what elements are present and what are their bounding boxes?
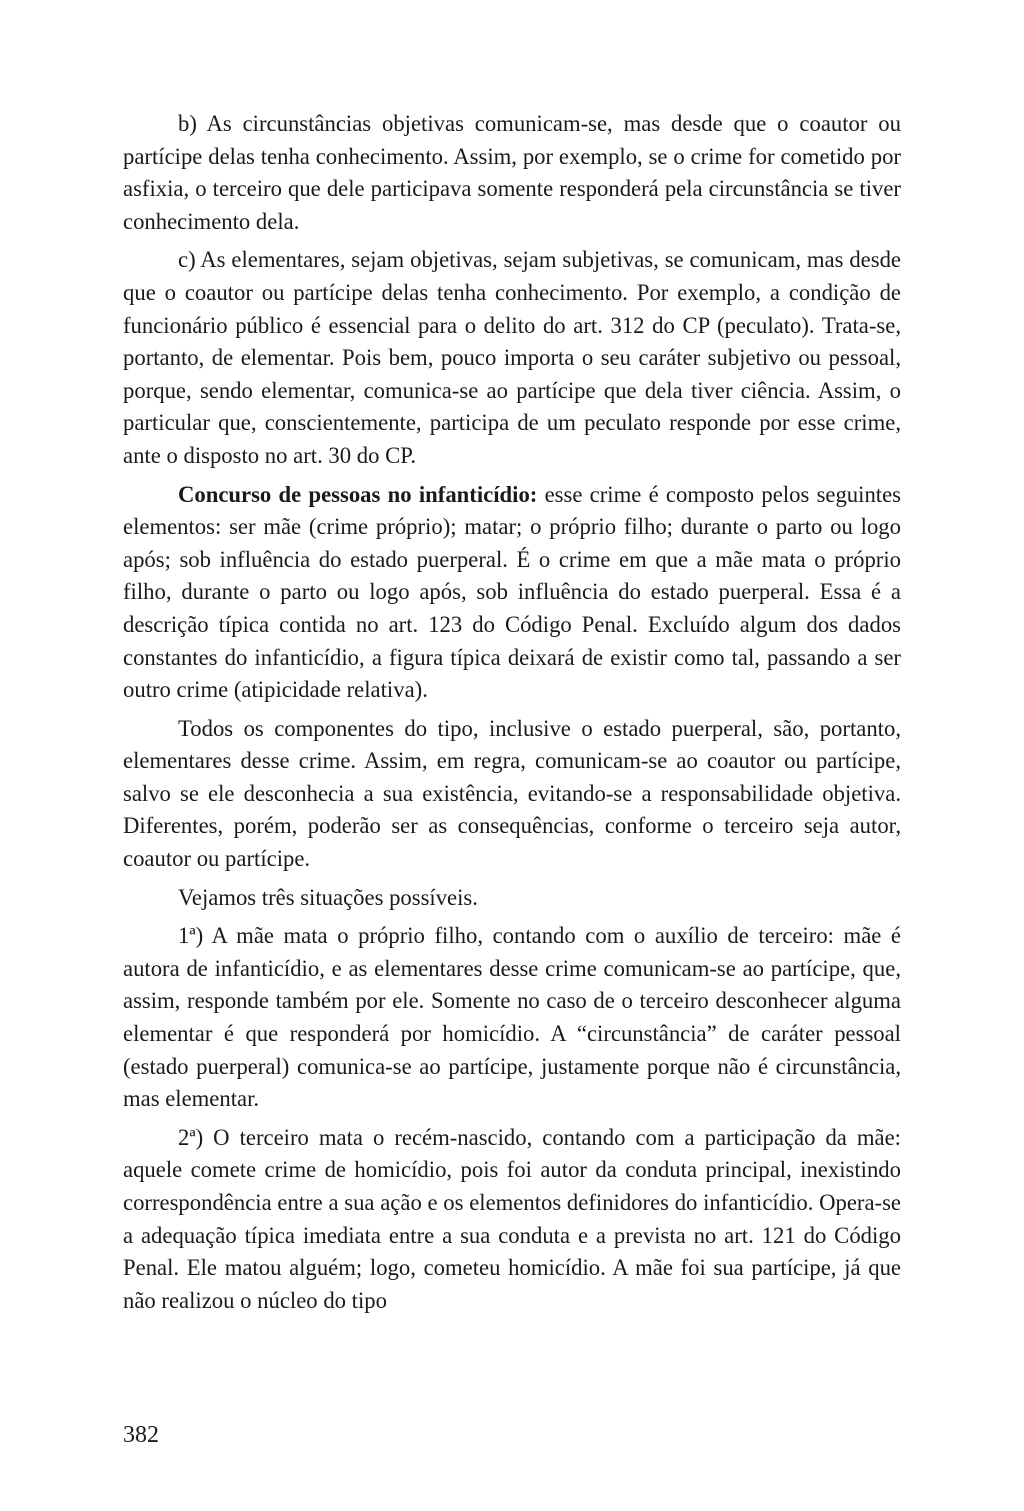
paragraph-text: Todos os componentes do tipo, inclusive o estado puerperal, são, portanto, elementares desse crime. Assim, em regra, comunicam-se ao coautor ou partícipe, salvo se ele desconhecia a sua existência, evitando-se a responsabilidade objetiva. Diferentes, porém, poderão ser as consequências, conforme o terceiro seja autor, coautor ou partícipe. [123, 715, 901, 872]
paragraph-text: b) As circunstâncias objetivas comunicam-se, mas desde que o coautor ou partícipe delas tenha conhecimento. Assim, por exemplo, se o crime for cometido por asfixia, o terceiro que dele participava somente responderá pela circunstância se tiver conhecimento dela. [123, 111, 901, 234]
paragraph-text: c) As elementares, sejam objetivas, sejam subjetivas, se comunicam, mas desde que o coautor ou partícipe delas tenha conhecimento. Por exemplo, a condição de funcionário público é essencial para o delito do art. 312 do CP (peculato). Trata-se, portanto, de elementar. Pois bem, pouco importa o seu caráter subjetivo ou pessoal, porque, sendo elementar, comunica-se ao partícipe que dela tiver ciência. Assim, o particular que, conscientemente, participa de um peculato responde por esse crime, ante o disposto no art. 30 do CP. [123, 247, 901, 468]
paragraph-situacoes [123, 882, 901, 915]
paragraph-elementares [123, 244, 901, 472]
paragraph-situacao-1 [123, 920, 901, 1116]
paragraph-componentes-tipo [123, 713, 901, 876]
paragraph-lead-heading: Concurso de pessoas no infanticídio: [178, 481, 538, 507]
paragraph-situacao-2 [123, 1122, 901, 1318]
paragraph-text: 2ª) O terceiro mata o recém-nascido, contando com a participação da mãe: aquele comete crime de homicídio, pois foi autor da conduta principal, inexistindo correspondência entre a sua ação e os elementos definidores do infanticídio. Opera-se a adequação típica imediata entre a sua conduta e a prevista no art. 121 do Código Penal. Ele matou alguém; logo, cometeu homicídio. A mãe foi sua partícipe, já que não realizou o núcleo do tipo [123, 1124, 901, 1313]
paragraph-text: Vejamos três situações possíveis. [178, 884, 478, 910]
page-number: 382 [123, 1422, 159, 1448]
paragraph-text: esse crime é composto pelos seguintes elementos: ser mãe (crime próprio); matar; o próprio filho; durante o parto ou logo após; sob influência do estado puerperal. É o crime em que a mãe mata o próprio filho, durante o parto ou logo após, sob influência do estado puerperal. Essa é a descrição típica contida no art. 123 do Código Penal. Excluído algum dos dados constantes do infanticídio, a figura típica deixará de existir como tal, passando a ser outro crime (atipicidade relativa). [123, 481, 901, 703]
body-text [123, 108, 901, 1323]
paragraph-text: 1ª) A mãe mata o próprio filho, contando com o auxílio de terceiro: mãe é autora de infanticídio, e as elementares desse crime comunicam-se ao partícipe, que, assim, responde também por ele. Somente no caso de o terceiro desconhecer alguma elementar é que responderá por homicídio. A “circunstância” de caráter pessoal (estado puerperal) comunica-se ao partícipe, justamente porque não é circunstância, mas elementar. [123, 923, 901, 1112]
paragraph-concurso-infanticidio [123, 479, 901, 707]
paragraph-circunstancias-objetivas [123, 108, 901, 238]
